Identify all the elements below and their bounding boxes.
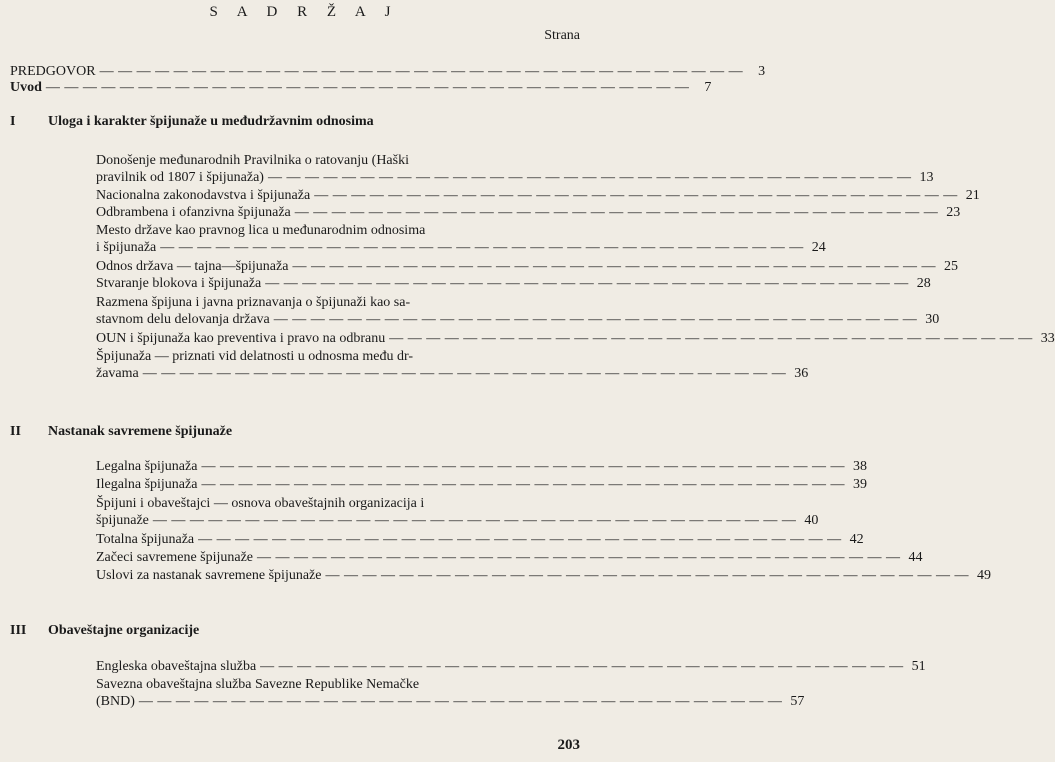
page-folio-number: 203 (557, 737, 580, 753)
toc-entry[interactable] (96, 531, 864, 548)
dash-leader: — — — — — — — — — — — — — — — — — — — — — — — — — — — — — — — — — — — (314, 188, 958, 203)
entry-page: 3 (758, 64, 766, 79)
chapter-title: Uloga i karakter špijunaže u međudržavnim odnosima (48, 114, 374, 129)
toc-entry-predgovor[interactable] (10, 63, 766, 80)
dash-leader: — — — — — — — — — — — — — — — — — — — — — — — — — — — — — — — — — — — (267, 170, 912, 185)
entry-label-cont: pravilnik od 1807 i špijunaža) (96, 170, 264, 185)
entry-page: 44 (908, 550, 923, 565)
toc-entry[interactable] (96, 567, 991, 584)
entry-page: 42 (849, 532, 864, 547)
entry-page: 24 (811, 240, 826, 255)
entry-label: Mesto države kao pravnog lica u međunarodnim odnosima (96, 223, 426, 238)
dash-leader: — — — — — — — — — — — — — — — — — — — — — — — — — — — — — — — — — — — (292, 259, 936, 274)
dash-leader: — — — — — — — — — — — — — — — — — — — — — — — — — — — — — — — — — — — (152, 513, 797, 528)
entry-page: 49 (976, 568, 991, 583)
dash-leader: — — — — — — — — — — — — — — — — — — — — — — — — — — — — — — — — — — — (198, 532, 842, 547)
entry-page: 39 (852, 477, 867, 492)
toc-entry[interactable] (96, 676, 805, 710)
dash-leader: — — — — — — — — — — — — — — — — — — — — — — — — — — — — — — — — — — — (142, 366, 787, 381)
entry-label-cont: (BND) (96, 694, 135, 709)
entry-label: Totalna špijunaža (96, 532, 195, 547)
entry-label: Donošenje međunarodnih Pravilnika o ratovanju (Haški (96, 153, 409, 168)
entry-label-cont: stavnom delu delovanja država (96, 312, 270, 327)
dash-leader: — — — — — — — — — — — — — — — — — — — — — — — — — — — — — — — — — — — (201, 459, 845, 474)
entry-page: 38 (852, 459, 867, 474)
chapter-number: II (10, 424, 21, 439)
toc-entry[interactable] (96, 476, 867, 493)
toc-entry[interactable] (96, 294, 940, 328)
dash-leader: — — — — — — — — — — — — — — — — — — — — — — — — — — — — — — — — — — — (138, 694, 783, 709)
dash-leader: — — — — — — — — — — — — — — — — — — — — — — — — — — — — — — — — — — — (294, 205, 939, 220)
entry-label: Špijunaža — priznati vid delatnosti u odnosma među dr- (96, 349, 413, 364)
page-column-label: Strana (544, 28, 580, 43)
dash-leader: — — — — — — — — — — — — — — — — — — — — — — — — — — — — — — — — — — — (201, 477, 845, 492)
entry-page: 21 (965, 188, 980, 203)
dash-leader: — — — — — — — — — — — — — — — — — — — — — — — — — — — — — — — — — — — (265, 276, 909, 291)
entry-label: Ilegalna špijunaža (96, 477, 198, 492)
toc-entry[interactable] (96, 222, 826, 256)
page-title: S A D R Ž A J (209, 4, 399, 20)
entry-label-cont: i špijunaža (96, 240, 157, 255)
entry-page: 23 (946, 205, 961, 220)
entry-label-cont: žavama (96, 366, 139, 381)
toc-entry[interactable] (96, 658, 926, 675)
toc-entry[interactable] (96, 258, 958, 275)
entry-page: 33 (1040, 331, 1055, 346)
toc-entry[interactable] (96, 330, 1055, 347)
toc-entry[interactable] (96, 275, 931, 292)
toc-entry[interactable] (96, 549, 923, 566)
entry-label: Odbrambena i ofanzivna špijunaža (96, 205, 291, 220)
toc-entry[interactable] (96, 152, 934, 186)
entry-label: Engleska obaveštajna služba (96, 659, 257, 674)
dash-leader: — — — — — — — — — — — — — — — — — — — — — — — — — — — — — — — — — — — (389, 331, 1033, 346)
chapter-title: Obaveštajne organizacije (48, 623, 200, 638)
dash-leader: — — — — — — — — — — — — — — — — — — — — — — — — — — — — — — — — — — — (325, 568, 969, 583)
toc-entry[interactable] (96, 348, 809, 382)
entry-label: Odnos država — tajna—špijunaža (96, 259, 289, 274)
entry-label: Začeci savremene špijunaže (96, 550, 254, 565)
entry-label: Stvaranje blokova i špijunaža (96, 276, 262, 291)
entry-label: Uslovi za nastanak savremene špijunaže (96, 568, 322, 583)
toc-entry[interactable] (96, 458, 867, 475)
chapter-number: I (10, 114, 16, 129)
entry-page: 28 (916, 276, 931, 291)
entry-label: Legalna špijunaža (96, 459, 198, 474)
entry-page: 57 (790, 694, 805, 709)
entry-label: OUN i špijunaža kao preventiva i pravo na odbranu (96, 331, 386, 346)
entry-label: Nacionalna zakonodavstva i špijunaža (96, 188, 311, 203)
toc-entry[interactable] (96, 495, 819, 529)
entry-label: Razmena špijuna i javna priznavanja o špijunaži kao sa- (96, 295, 411, 310)
dash-leader: — — — — — — — — — — — — — — — — — — — — — — — — — — — — — — — — — — — (45, 80, 690, 95)
toc-entry[interactable] (96, 187, 980, 204)
dash-leader: — — — — — — — — — — — — — — — — — — — — — — — — — — — — — — — — — — — (99, 64, 744, 79)
toc-entry[interactable] (96, 204, 961, 221)
chapter-number: III (10, 623, 27, 638)
entry-label: Uvod (10, 80, 42, 95)
entry-label: Špijuni i obaveštajci — osnova obaveštajnih organizacija i (96, 496, 425, 511)
chapter-title: Nastanak savremene špijunaže (48, 424, 233, 439)
entry-page: 7 (704, 80, 712, 95)
dash-leader: — — — — — — — — — — — — — — — — — — — — — — — — — — — — — — — — — — — (160, 240, 804, 255)
entry-page: 25 (943, 259, 958, 274)
toc-entry-uvod[interactable] (10, 79, 712, 96)
entry-page: 36 (794, 366, 809, 381)
entry-page: 30 (925, 312, 940, 327)
entry-page: 13 (919, 170, 934, 185)
dash-leader: — — — — — — — — — — — — — — — — — — — — — — — — — — — — — — — — — — — (257, 550, 901, 565)
entry-label-cont: špijunaže (96, 513, 149, 528)
dash-leader: — — — — — — — — — — — — — — — — — — — — — — — — — — — — — — — — — — — (260, 659, 904, 674)
entry-label: Savezna obaveštajna služba Savezne Republike Nemačke (96, 677, 420, 692)
entry-label: PREDGOVOR (10, 64, 96, 79)
entry-page: 40 (804, 513, 819, 528)
entry-page: 51 (911, 659, 926, 674)
dash-leader: — — — — — — — — — — — — — — — — — — — — — — — — — — — — — — — — — — — (273, 312, 918, 327)
